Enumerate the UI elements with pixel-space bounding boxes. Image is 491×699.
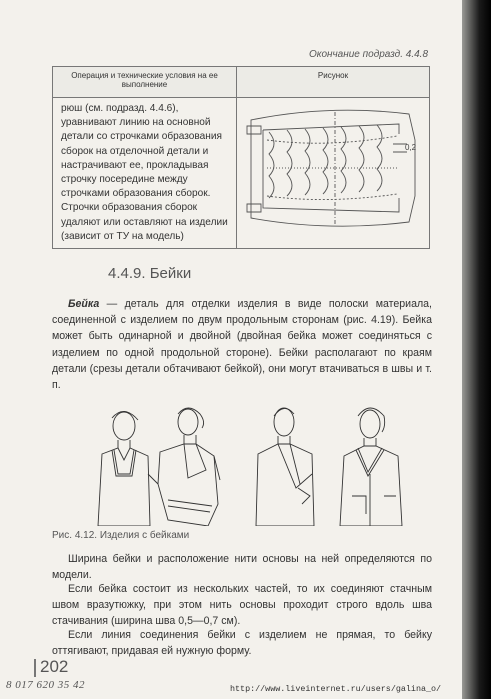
section-heading: 4.4.9. Бейки xyxy=(108,265,192,282)
book-spine-shadow xyxy=(462,0,491,699)
term-beika: Бейка xyxy=(68,298,100,310)
garment-figure-4 xyxy=(340,408,402,526)
figure-dimension-label: 0,2 xyxy=(405,143,417,152)
handwritten-note: 8 017 620 35 42 xyxy=(6,679,85,691)
paragraph-curved: Если линия соединения бейки с изделием не прямая, то бейку оттягивают, придавая ей нужную форму. xyxy=(52,629,432,658)
continuation-note: Окончание подразд. 4.4.8 xyxy=(308,49,428,60)
table-header-figure: Рисунок xyxy=(237,67,430,98)
paragraph-definition-text: — деталь для отделки изделия в виде полоски материала, соединенной с изделием по двум продольным сторонам (рис. 4.19). Бейка может быть одинарной и двойной (двойная бейка может соединяться с изделием по одной продольной стороне). Бейки располагают по краям детали (срезы детали обтачивают бейкой), они могут втачиваться в швы и т. п. xyxy=(52,298,432,392)
table-header-operation: Операция и технические условия на ее выполнение xyxy=(53,67,237,98)
operations-table xyxy=(52,66,430,249)
garment-figure-3 xyxy=(256,408,314,526)
paragraph-parts: Если бейка состоит из нескольких частей, то их соединяют стачным швом вразутюжку, при этом нить основы проходит строго вдоль шва стачивания (ширина шва 0,5—0,7 см). xyxy=(52,583,432,628)
paragraph-definition xyxy=(52,296,432,393)
figure-caption: Рис. 4.12. Изделия с бейками xyxy=(52,530,190,541)
garment-figure-1 xyxy=(98,411,150,526)
ruffle-drawing xyxy=(239,100,427,236)
table-cell-text: рюш (см. подразд. 4.4.6), уравнивают линию на основной детали со строчками образования сборок на отделочной детали и настрачивают ее, прокладывая строчку посередине между строчками образования сборок. Строчки образования сборок удаляют или оставляют на изделии (зависит от ТУ на модель) xyxy=(53,98,237,249)
source-watermark: http://www.liveinternet.ru/users/galina_o/ xyxy=(230,684,442,694)
garment-figures xyxy=(88,404,428,526)
page-number-bar xyxy=(34,659,36,677)
page-number: 202 xyxy=(40,657,69,676)
garment-figure-2 xyxy=(148,408,220,526)
table-cell-figure xyxy=(237,98,430,249)
paragraph-width: Ширина бейки и расположение нити основы на ней определяются по модели. xyxy=(52,553,432,582)
